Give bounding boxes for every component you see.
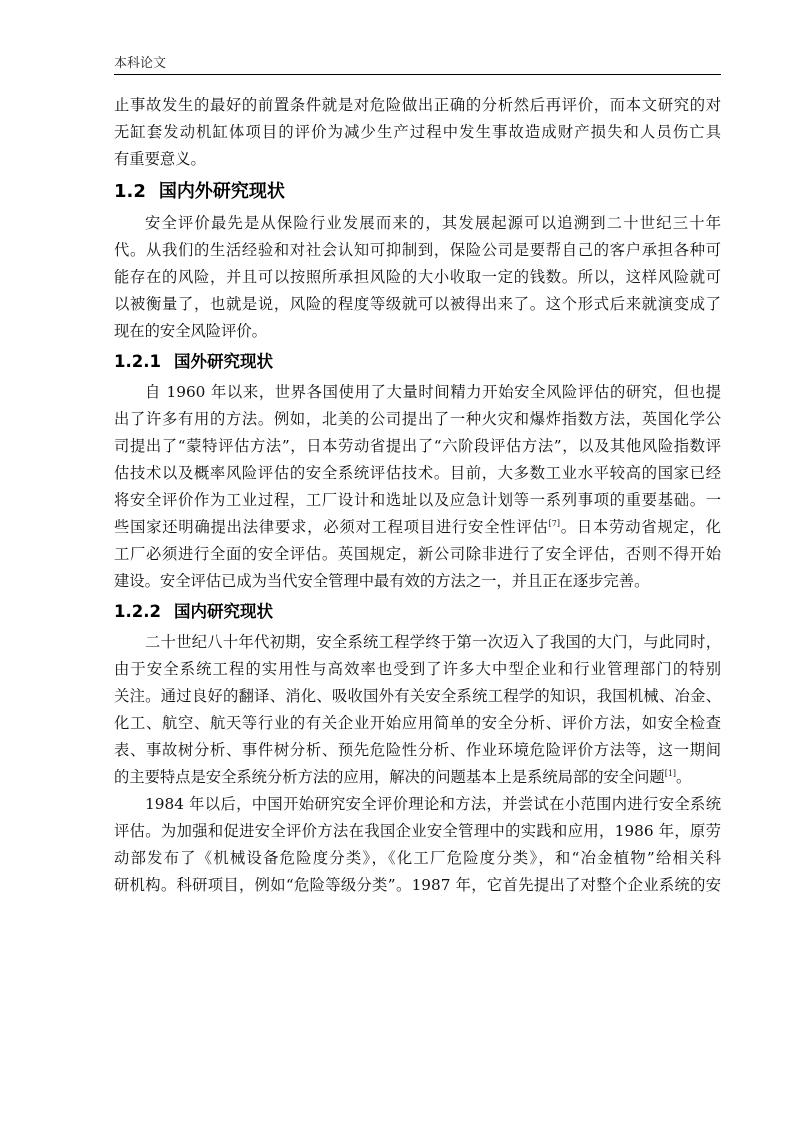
paragraph-line: 估技术以及概率风险评估的安全系统评估技术。目前，大多数工业水平较高的国家已经	[114, 464, 721, 482]
paragraph-line: 以被衡量了，也就是说，风险的程度等级就可以被得出来了。这个形式后来就演变成了	[114, 295, 721, 313]
paragraph-line: 将安全评价作为工业过程，工厂设计和选址以及应急计划等一系列事项的重要基础。一	[114, 491, 721, 509]
paragraph-line: 工厂必须进行全面的安全评估。英国规定，新公司除非进行了安全评估，否则不得开始	[114, 545, 721, 563]
paragraph-line: 由于安全系统工程的实用性与高效率也受到了许多大中型企业和行业管理部门的特别	[114, 660, 721, 678]
paragraph-line: 二十世纪八十年代初期，安全系统工程学终于第一次迈入了我国的大门，与此同时，	[145, 633, 721, 651]
section-heading-1-2-2	[114, 595, 721, 629]
text-segment: 。	[676, 768, 692, 786]
paragraph-line: 无缸套发动机缸体项目的评价为减少生产过程中发生事故造成财产损失和人员伤亡具	[114, 123, 721, 141]
text-segment: 的主要特点是安全系统分析方法的应用，解决的问题基本上是系统局部的安全问题	[114, 768, 665, 786]
text-segment: 些国家还明确提出法律要求，必须对工程项目进行安全性评估	[114, 518, 549, 536]
text-segment: 。日本劳动省规定，化	[560, 518, 721, 536]
paragraph-line-with-citation	[114, 514, 721, 541]
section-title: 国内研究现状	[173, 602, 273, 621]
paragraph-line: 研机构。科研项目，例如“危险等级分类”。1987 年，它首先提出了对整个企业系统的安	[114, 876, 721, 894]
paragraph-line: 司提出了“蒙特评估方法”，日本劳动省提出了“六阶段评估方法”，以及其他风险指数评	[114, 437, 721, 455]
paragraph-line: 现在的安全风险评价。	[114, 322, 267, 340]
paragraph-line: 关注。通过良好的翻译、消化、吸收国外有关安全系统工程学的知识，我国机械、冶金、	[114, 687, 721, 705]
paragraph-line: 出了许多有用的方法。例如，北美的公司提出了一种火灾和爆炸指数方法，英国化学公	[114, 410, 721, 428]
section-number: 1.2	[114, 181, 146, 202]
citation-mark: [1]	[664, 769, 677, 778]
section-number: 1.2.1	[114, 352, 161, 371]
paragraph-line: 安全评价最先是从保险行业发展而来的，其发展起源可以追溯到二十世纪三十年	[145, 214, 721, 232]
paragraph-line: 表、事故树分析、事件树分析、预先危险性分析、作业环境危险评价方法等，这一期间	[114, 741, 721, 759]
paragraph-line-with-citation	[114, 764, 721, 791]
paragraph-line: 1984 年以后，中国开始研究安全评价理论和方法，并尝试在小范围内进行安全系统	[145, 795, 721, 813]
paragraph-line: 有重要意义。	[114, 150, 206, 168]
section-title: 国外研究现状	[173, 352, 273, 371]
header-title: 本科论文	[114, 56, 167, 71]
citation-mark: [7]	[548, 519, 560, 528]
section-title: 国内外研究现状	[158, 181, 285, 202]
paragraph-line: 止事故发生的最好的前置条件就是对危险做出正确的分析然后再评价，而本文研究的对	[114, 96, 721, 114]
section-heading-1-2	[114, 173, 721, 210]
paragraph-line: 建设。安全评估已成为当代安全管理中最有效的方法之一，并且正在逐步完善。	[114, 572, 650, 590]
paragraph-line: 化工、航空、航天等行业的有关企业开始应用简单的安全分析、评价方法，如安全检查	[114, 714, 721, 732]
page-header	[114, 52, 721, 75]
paragraph-line: 评估。为加强和促进安全评价方法在我国企业安全管理中的实践和应用，1986 年，原劳	[114, 822, 721, 840]
paragraph-line: 动部发布了《机械设备危险度分类》，《化工厂危险度分类》，和“冶金植物”给相关科	[114, 849, 721, 867]
section-number: 1.2.2	[114, 602, 161, 621]
paragraph-line: 能存在的风险，并且可以按照所承担风险的大小收取一定的钱数。所以，这样风险就可	[114, 268, 721, 286]
section-heading-1-2-1	[114, 345, 721, 379]
paragraph-line: 自 1960 年以来，世界各国使用了大量时间精力开始安全风险评估的研究，但也提	[145, 383, 722, 401]
document-body	[114, 92, 721, 899]
paragraph-line: 代。从我们的生活经验和对社会认知可抑制到，保险公司是要帮自己的客户承担各种可	[114, 241, 721, 259]
